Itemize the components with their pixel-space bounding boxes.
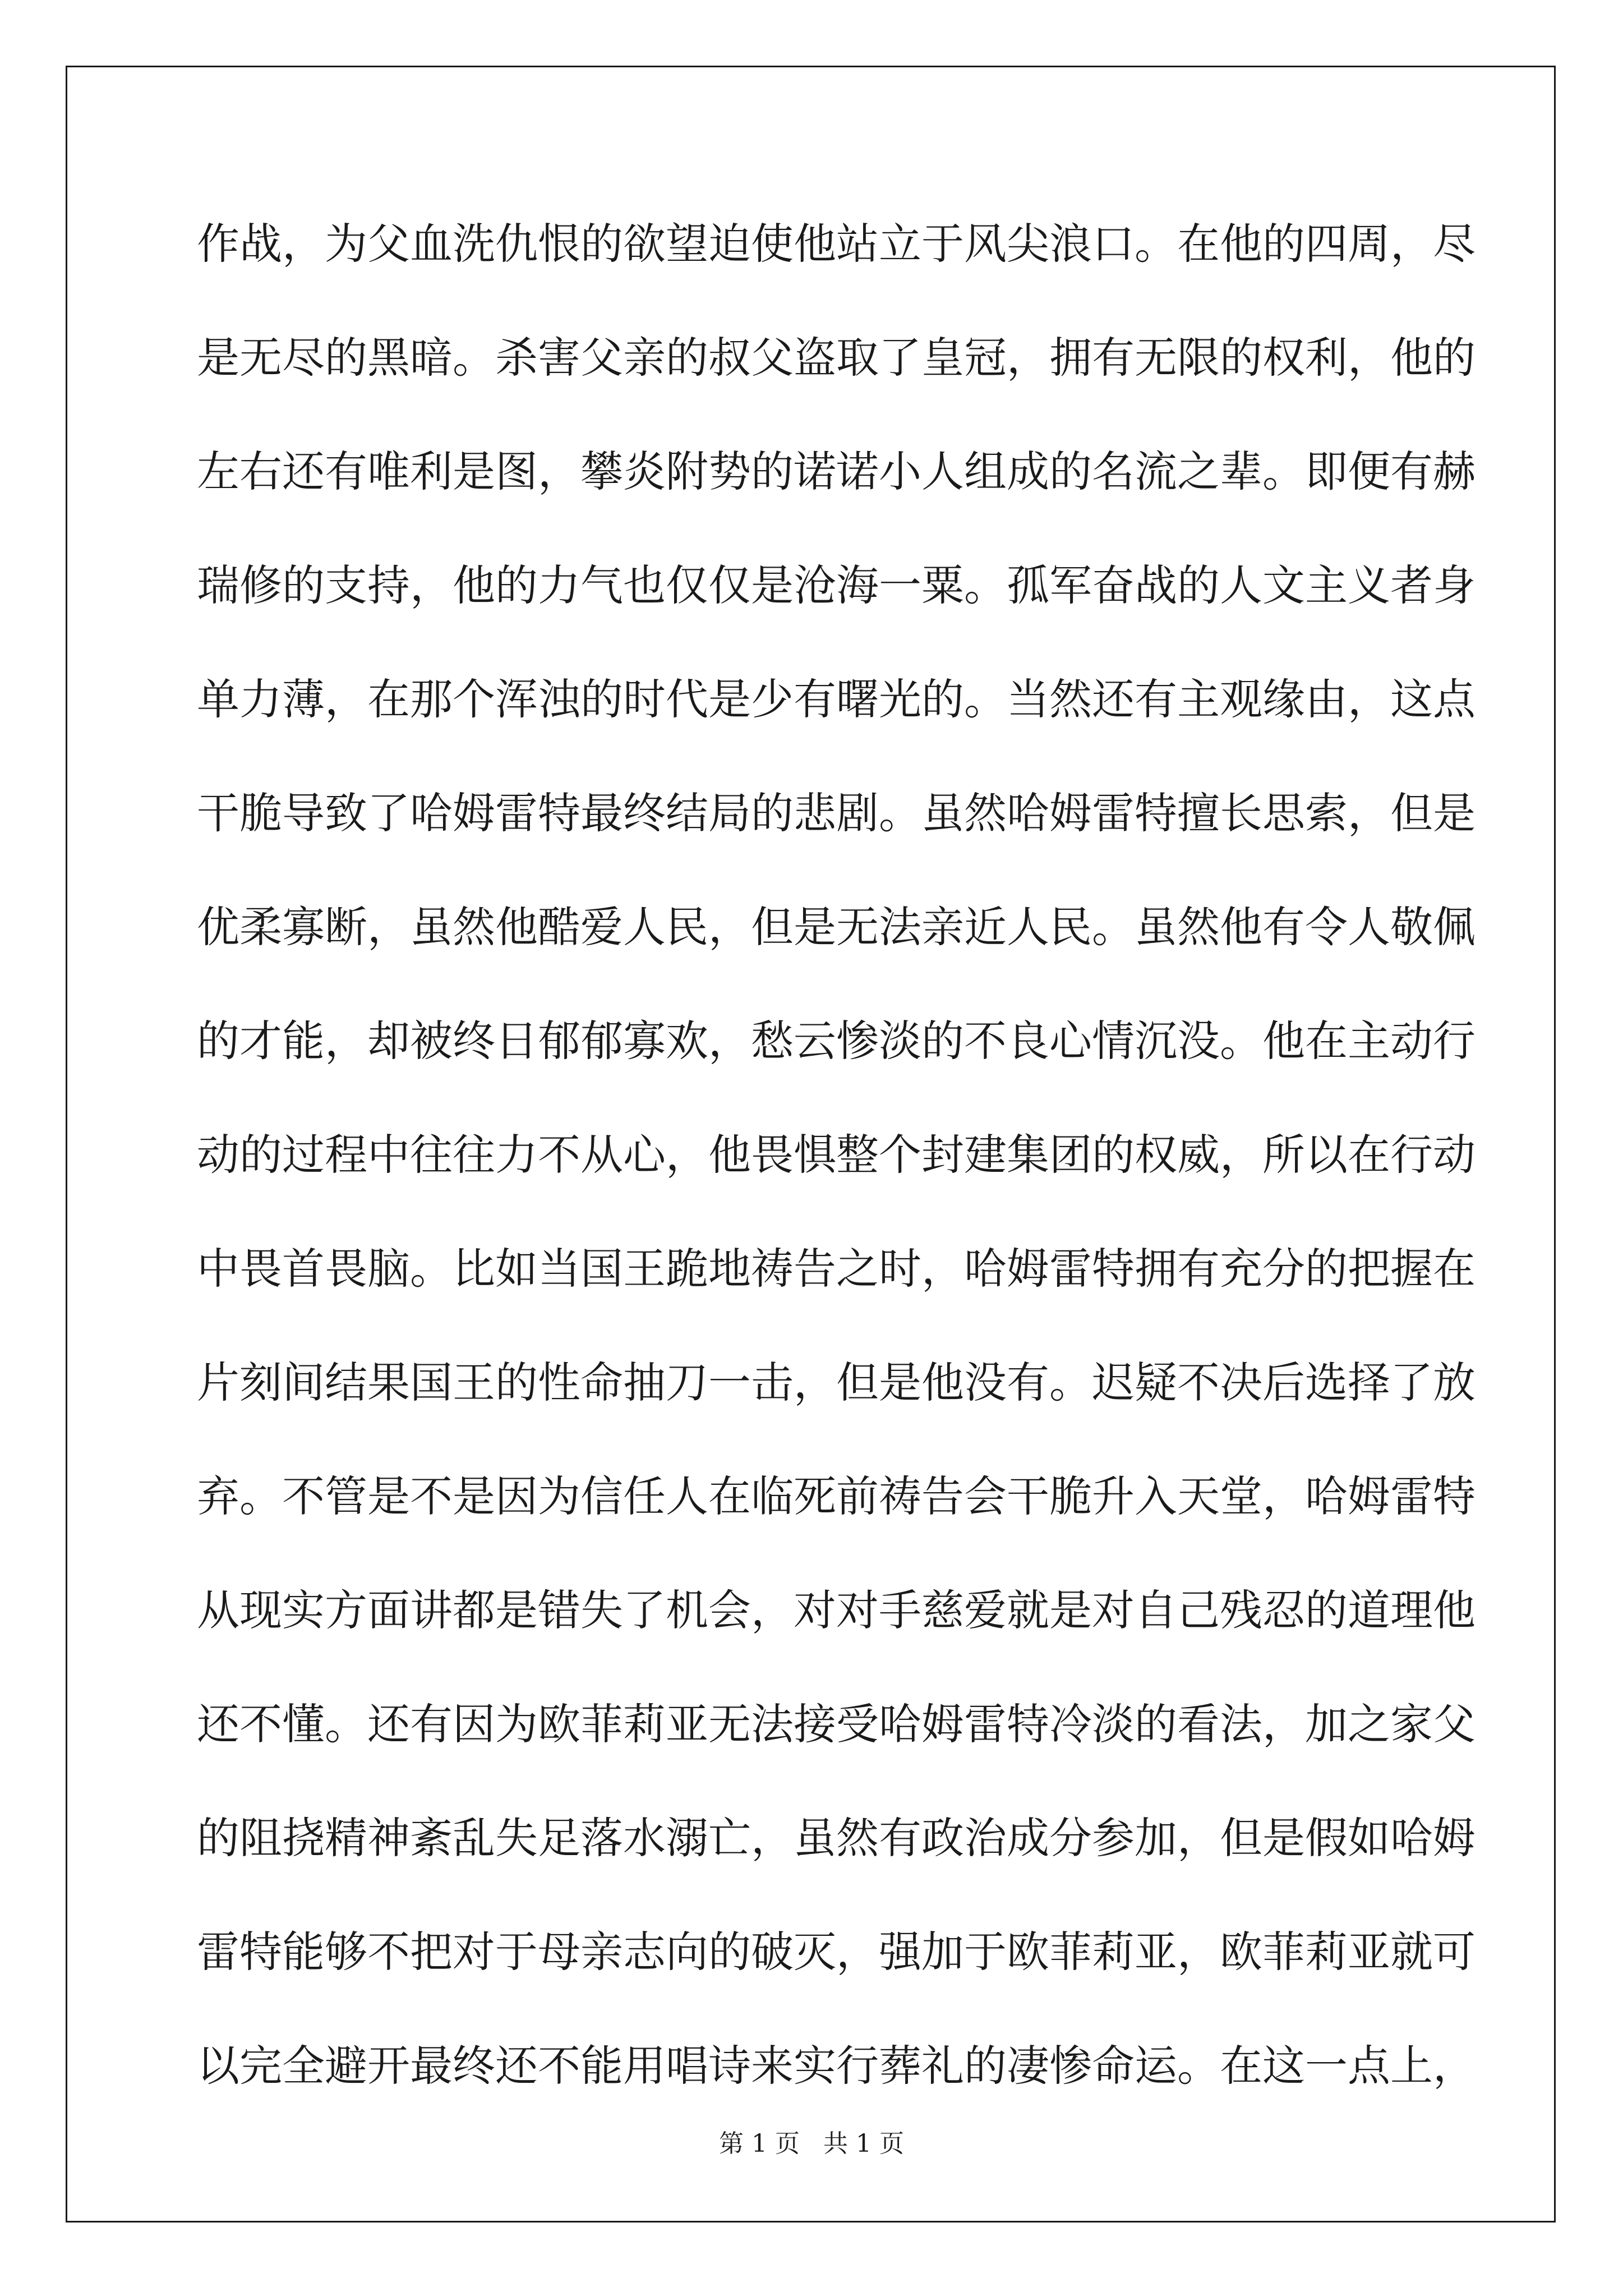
text-line: 瑞修的支持，他的力气也仅仅是沧海一粟。孤军奋战的人文主义者身 (197, 560, 1476, 610)
text-line: 从现实方面讲都是错失了机会，对对手慈爱就是对自己残忍的道理他 (197, 1585, 1476, 1635)
text-line: 左右还有唯利是图，攀炎附势的诺诺小人组成的名流之辈。即便有赫 (197, 447, 1476, 496)
text-line: 以完全避开最终还不能用唱诗来实行葬礼的凄惨命运。在这一点上， (197, 2041, 1476, 2091)
text-line: 中畏首畏脑。比如当国王跪地祷告之时，哈姆雷特拥有充分的把握在 (197, 1244, 1476, 1294)
text-line: 的才能，却被终日郁郁寡欢，愁云惨淡的不良心情沉没。他在主动行 (197, 1016, 1476, 1066)
text-line: 动的过程中往往力不从心，他畏惧整个封建集团的权威，所以在行动 (197, 1130, 1476, 1180)
text-line: 优柔寡断，虽然他酷爱人民，但是无法亲近人民。虽然他有令人敬佩 (197, 902, 1476, 952)
text-line: 作战，为父血洗仇恨的欲望迫使他站立于风尖浪口。在他的四周，尽 (197, 219, 1476, 269)
text-line: 单力薄，在那个浑浊的时代是少有曙光的。当然还有主观缘由，这点 (197, 674, 1476, 724)
page-number-footer: 第 1 页 共 1 页 (719, 2129, 904, 2158)
body-text (197, 219, 1476, 2155)
text-line: 还不懂。还有因为欧菲莉亚无法接受哈姆雷特冷淡的看法，加之家父 (197, 1699, 1476, 1749)
text-line: 干脆导致了哈姆雷特最终结局的悲剧。虽然哈姆雷特擅长思索，但是 (197, 788, 1476, 838)
text-line: 的阻挠精神紊乱失足落水溺亡，虽然有政治成分参加，但是假如哈姆 (197, 1813, 1476, 1863)
text-line: 是无尽的黑暗。杀害父亲的叔父盗取了皇冠，拥有无限的权利，他的 (197, 333, 1476, 383)
text-line: 雷特能够不把对于母亲志向的破灭，强加于欧菲莉亚，欧菲莉亚就可 (197, 1927, 1476, 1977)
text-line: 弃。不管是不是因为信任人在临死前祷告会干脆升入天堂，哈姆雷特 (197, 1471, 1476, 1521)
text-line: 片刻间结果国王的性命抽刀一击，但是他没有。迟疑不决后选择了放 (197, 1358, 1476, 1407)
